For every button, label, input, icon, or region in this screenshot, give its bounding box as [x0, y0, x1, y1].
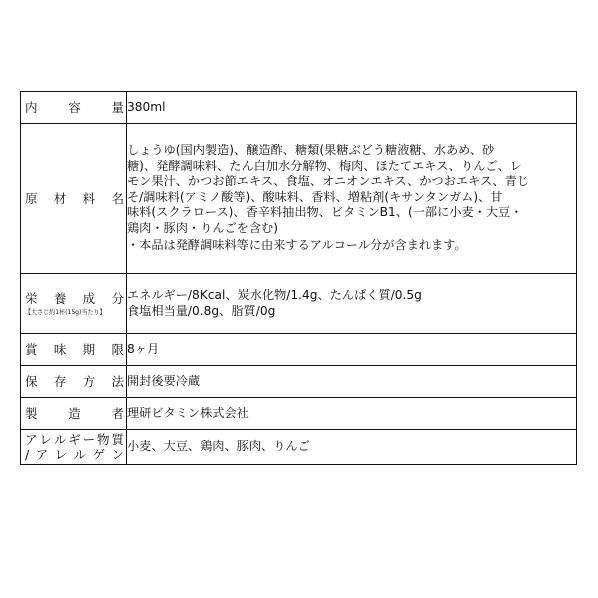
label-char: 方	[82, 374, 96, 389]
key-cell	[21, 366, 127, 398]
label-char: 味	[53, 342, 67, 357]
label-char: 材	[53, 191, 67, 206]
label-best-before	[25, 342, 124, 357]
label-char: ギ	[68, 432, 81, 447]
label-char: 量	[111, 100, 124, 115]
label-char: レ	[39, 432, 52, 447]
key-cell	[21, 430, 127, 465]
label-storage	[25, 374, 124, 389]
label-char: ン	[111, 447, 124, 462]
value-cell	[127, 430, 577, 465]
label-char: 存	[53, 374, 67, 389]
label-char: 保	[25, 374, 38, 389]
label-allergens-line2	[25, 447, 124, 462]
label-char: レ	[54, 447, 68, 462]
value-cell	[127, 274, 577, 334]
ingredients-line: そ/調味料(アミノ酸等)、酸味料、香料、増粘剤(キサンタンガム)、甘	[127, 189, 503, 204]
ingredients-line: 味料(スクラロース)、香辛料抽出物、ビタミンB1、(一部に小麦・大豆・	[127, 205, 523, 220]
label-char: ア	[25, 432, 38, 447]
label-char: ア	[35, 447, 49, 462]
label-char: 質	[111, 432, 124, 447]
alcohol-note: ・本品は発酵調味料等に由来するアルコール分が含まれます。	[127, 238, 467, 253]
label-char: 造	[68, 406, 81, 421]
key-cell	[21, 398, 127, 430]
ingredients-line: 糖)、発酵調味料、たん白加水分解物、梅肉、ほたてエキス、りんご、レ	[127, 158, 522, 173]
row-best-before	[21, 334, 577, 366]
value-cell	[127, 398, 577, 430]
label-char: 料	[82, 191, 96, 206]
row-storage	[21, 366, 577, 398]
label-char: 栄	[25, 291, 38, 306]
value-cell	[127, 92, 577, 124]
product-label-table	[20, 91, 577, 465]
key-cell	[21, 274, 127, 334]
label-char: 法	[111, 374, 124, 389]
label-char: 物	[97, 432, 110, 447]
key-cell	[21, 124, 127, 274]
label-char: 分	[111, 291, 124, 306]
label-char: 期	[82, 342, 96, 357]
manufacturer-value: 理研ビタミン株式会社	[127, 405, 249, 420]
value-cell	[127, 124, 577, 274]
label-char: 限	[111, 342, 124, 357]
ingredients-line: モン果汁、かつお節エキス、食塩、オニオンエキス、かつおエキス、青じ	[127, 174, 530, 189]
label-nutrition-serving: 【大さじ約1杯(15g)当たり】	[25, 308, 106, 316]
row-ingredients	[21, 124, 577, 274]
row-manufacturer	[21, 398, 577, 430]
best-before-value: 8ヶ月	[127, 341, 160, 356]
nutrition-line: エネルギー/8Kcal、炭水化物/1.4g、たんぱく質/0.5g	[127, 288, 422, 302]
allergens-value: 小麦、大豆、鶏肉、豚肉、りんご	[127, 439, 310, 454]
ingredients-line: しょうゆ(国内製造)、醸造酢、糖類(果糖ぶどう糖液糖、水あめ、砂	[127, 143, 495, 158]
label-char: 内	[25, 100, 38, 115]
row-volume	[21, 92, 577, 124]
value-cell	[127, 334, 577, 366]
label-char: 者	[111, 406, 124, 421]
label-char: 製	[25, 406, 38, 421]
row-nutrition	[21, 274, 577, 334]
key-cell	[21, 334, 127, 366]
label-ingredients	[25, 191, 124, 206]
label-char: ル	[73, 447, 87, 462]
label-char: 成	[82, 291, 96, 306]
label-char: 容	[68, 100, 81, 115]
label-char: 原	[25, 191, 38, 206]
label-char: 賞	[25, 342, 38, 357]
label-char: ゲ	[92, 447, 106, 462]
volume-value: 380ml	[127, 99, 166, 114]
label-char: 養	[53, 291, 67, 306]
storage-value: 開封後要冷蔵	[127, 373, 201, 388]
nutrition-line: 食塩相当量/0.8g、脂質/0g	[127, 303, 276, 318]
label-manufacturer	[25, 406, 124, 421]
label-char: 名	[111, 191, 124, 206]
row-allergens	[21, 430, 577, 465]
label-char: ー	[82, 432, 96, 447]
key-cell	[21, 92, 127, 124]
label-char: /	[25, 447, 30, 462]
label-nutrition	[25, 291, 124, 306]
label-char: ル	[53, 432, 67, 447]
value-cell	[127, 366, 577, 398]
label-allergens-line1	[25, 432, 124, 447]
label-volume	[25, 100, 124, 115]
ingredients-line: 鶏肉・豚肉・りんごを含む)	[127, 220, 279, 235]
